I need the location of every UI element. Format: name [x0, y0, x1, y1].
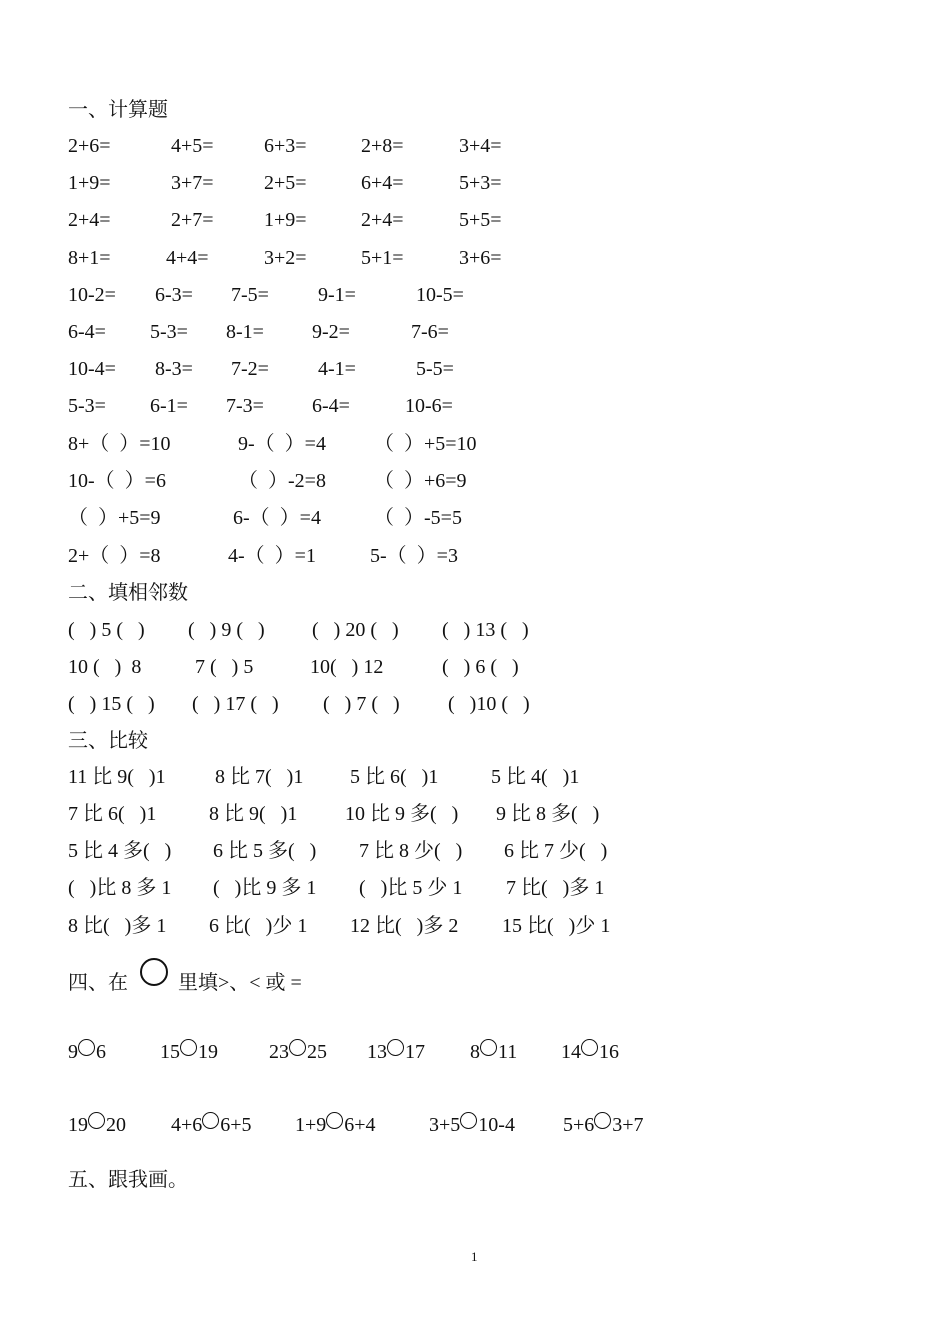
section-heading-3: 三、比较: [68, 730, 148, 752]
circle-icon: [480, 1039, 497, 1056]
compare-problem-item: 11 比 9( )1: [68, 766, 166, 788]
left-operand: 19: [68, 1114, 88, 1136]
right-operand: 11: [498, 1041, 518, 1063]
compare-problem-item: 8 比 7( )1: [215, 766, 304, 788]
calc-problem-item: 5-3=: [150, 321, 188, 343]
calc-problem-item: 10-2=: [68, 284, 116, 306]
calc-problem-item: 7-5=: [231, 284, 269, 306]
adjacent-problem-row: [0, 689, 950, 719]
compare-problem-item: 8 比 9( )1: [209, 803, 298, 825]
calc-problem-item: 4+4=: [166, 247, 209, 269]
calc-problem-item: 2+8=: [361, 135, 404, 157]
adjacent-problem-item: ( ) 15 ( ): [68, 693, 155, 715]
right-operand: 19: [198, 1041, 218, 1063]
calc-problem-row: [0, 280, 950, 310]
circle-icon: [202, 1112, 219, 1129]
right-operand: 6: [96, 1041, 106, 1063]
left-operand: 4+6: [171, 1114, 203, 1136]
section-heading-4-prefix: 四、在: [68, 972, 128, 994]
compare-problem-item: ( )比 9 多 1: [213, 877, 317, 899]
circle-icon: [387, 1039, 404, 1056]
calc-problem-item: 6+3=: [264, 135, 307, 157]
calc-problem-item: 7-2=: [231, 358, 269, 380]
compare-problem-item: 12 比( )多 2: [350, 915, 459, 937]
calc-problem-item: 6-（ ）=4: [233, 507, 321, 529]
compare-circle-blank[interactable]: [594, 1111, 612, 1131]
calc-problem-row: [0, 243, 950, 273]
left-operand: 14: [561, 1041, 581, 1063]
page-number: 1: [471, 1249, 478, 1264]
right-operand: 10-4: [478, 1114, 515, 1136]
circle-compare-item: [269, 1037, 327, 1067]
calc-problem-item: 5-（ ）=3: [370, 545, 458, 567]
circle-compare-item: [429, 1110, 515, 1140]
compare-problem-row: [0, 911, 950, 941]
circle-compare-item: [367, 1037, 425, 1067]
adjacent-problem-item: ( )10 ( ): [448, 693, 530, 715]
circle-icon: [140, 958, 168, 986]
right-operand: 6+5: [220, 1114, 252, 1136]
compare-problem-item: 8 比( )多 1: [68, 915, 167, 937]
adjacent-problem-row: [0, 652, 950, 682]
circle-compare-item: [160, 1037, 218, 1067]
calc-problem-item: 6-4=: [68, 321, 106, 343]
compare-circle-blank[interactable]: [88, 1111, 106, 1131]
compare-problem-row: [0, 799, 950, 829]
left-operand: 13: [367, 1041, 387, 1063]
calc-problem-item: 3+7=: [171, 172, 214, 194]
right-operand: 20: [106, 1114, 126, 1136]
calc-problem-item: 10-（ ）=6: [68, 470, 166, 492]
compare-circle-blank[interactable]: [289, 1038, 307, 1058]
adjacent-problem-row: [0, 615, 950, 645]
compare-problem-item: 6 比( )少 1: [209, 915, 308, 937]
calc-problem-item: 8+1=: [68, 247, 111, 269]
calc-problem-row: [0, 503, 950, 533]
right-operand: 25: [307, 1041, 327, 1063]
right-operand: 16: [599, 1041, 619, 1063]
compare-problem-item: 5 比 4 多( ): [68, 840, 172, 862]
calc-problem-item: 8-1=: [226, 321, 264, 343]
circle-compare-item: [295, 1110, 376, 1140]
circle-compare-item: [561, 1037, 619, 1067]
calc-problem-item: 3+6=: [459, 247, 502, 269]
adjacent-problem-item: 10 ( ) 8: [68, 656, 142, 678]
calc-problem-item: 7-6=: [411, 321, 449, 343]
left-operand: 8: [470, 1041, 480, 1063]
compare-problem-item: ( )比 8 多 1: [68, 877, 172, 899]
compare-problem-item: 6 比 7 少( ): [504, 840, 608, 862]
calc-problem-item: 3+2=: [264, 247, 307, 269]
left-operand: 23: [269, 1041, 289, 1063]
calc-problem-item: （ ）-2=8: [238, 470, 326, 492]
calc-problem-item: 6-3=: [155, 284, 193, 306]
calc-problem-item: 5+5=: [459, 209, 502, 231]
compare-problem-row: [0, 762, 950, 792]
adjacent-problem-item: ( ) 5 ( ): [68, 619, 145, 641]
adjacent-problem-item: ( ) 6 ( ): [442, 656, 519, 678]
calc-problem-item: 8-3=: [155, 358, 193, 380]
circle-icon: [326, 1112, 343, 1129]
calc-problem-item: 6-1=: [150, 395, 188, 417]
circle-icon: [289, 1039, 306, 1056]
compare-problem-item: ( )比 5 少 1: [359, 877, 463, 899]
calc-problem-item: 4+5=: [171, 135, 214, 157]
compare-problem-item: 7 比 6( )1: [68, 803, 157, 825]
left-operand: 5+6: [563, 1114, 595, 1136]
calc-problem-row: [0, 466, 950, 496]
calc-problem-item: 10-4=: [68, 358, 116, 380]
calc-problem-row: [0, 317, 950, 347]
calc-problem-item: 4-（ ）=1: [228, 545, 316, 567]
calc-problem-row: [0, 131, 950, 161]
calc-problem-item: 9-2=: [312, 321, 350, 343]
calc-problem-item: 5-5=: [416, 358, 454, 380]
calc-problem-item: 2+4=: [361, 209, 404, 231]
calc-problem-row: [0, 541, 950, 571]
adjacent-problem-item: ( ) 7 ( ): [323, 693, 400, 715]
calc-problem-item: 10-5=: [416, 284, 464, 306]
circle-icon: [88, 1112, 105, 1129]
calc-problem-item: 2+（ ）=8: [68, 545, 161, 567]
circle-icon: [581, 1039, 598, 1056]
circle-icon: [78, 1039, 95, 1056]
circle-icon: [460, 1112, 477, 1129]
compare-problem-item: 10 比 9 多( ): [345, 803, 459, 825]
compare-problem-item: 9 比 8 多( ): [496, 803, 600, 825]
calc-problem-row: [0, 429, 950, 459]
calc-problem-item: 3+4=: [459, 135, 502, 157]
compare-problem-item: 15 比( )少 1: [502, 915, 611, 937]
left-operand: 1+9: [295, 1114, 327, 1136]
compare-circle-blank[interactable]: [581, 1038, 599, 1058]
calc-problem-item: 9-1=: [318, 284, 356, 306]
calc-problem-row: [0, 205, 950, 235]
calc-problem-item: 2+4=: [68, 209, 111, 231]
right-operand: 3+7: [612, 1114, 644, 1136]
calc-problem-item: 6+4=: [361, 172, 404, 194]
calc-problem-item: 5+3=: [459, 172, 502, 194]
compare-problem-item: 7 比( )多 1: [506, 877, 605, 899]
calc-problem-item: 4-1=: [318, 358, 356, 380]
calc-problem-item: 6-4=: [312, 395, 350, 417]
compare-problem-item: 5 比 4( )1: [491, 766, 580, 788]
compare-circle-blank[interactable]: [460, 1111, 478, 1131]
compare-circle-blank[interactable]: [180, 1038, 198, 1058]
calc-problem-item: （ ）+5=9: [68, 507, 161, 529]
section-heading-2: 二、填相邻数: [68, 582, 188, 604]
circle-compare-item: [68, 1110, 126, 1140]
calc-problem-item: 8+（ ）=10: [68, 433, 171, 455]
calc-problem-item: （ ）+5=10: [374, 433, 477, 455]
calc-problem-item: 2+5=: [264, 172, 307, 194]
circle-compare-item: [563, 1110, 644, 1140]
section-heading-4-suffix: 里填>、< 或 =: [178, 972, 302, 994]
circle-compare-item: [68, 1037, 106, 1067]
calc-problem-item: 10-6=: [405, 395, 453, 417]
circle-compare-item: [171, 1110, 252, 1140]
compare-problem-item: 5 比 6( )1: [350, 766, 439, 788]
calc-problem-item: 1+9=: [68, 172, 111, 194]
adjacent-problem-item: ( ) 13 ( ): [442, 619, 529, 641]
calc-problem-item: （ ）+6=9: [374, 470, 467, 492]
calc-problem-item: （ ）-5=5: [374, 507, 462, 529]
compare-problem-item: 6 比 5 多( ): [213, 840, 317, 862]
circle-icon: [594, 1112, 611, 1129]
compare-circle-blank[interactable]: [480, 1038, 498, 1058]
calc-problem-item: 5-3=: [68, 395, 106, 417]
calc-problem-item: 2+7=: [171, 209, 214, 231]
adjacent-problem-item: ( ) 9 ( ): [188, 619, 265, 641]
compare-circle-blank[interactable]: [78, 1038, 96, 1058]
adjacent-problem-item: ( ) 20 ( ): [312, 619, 399, 641]
compare-problem-item: 7 比 8 少( ): [359, 840, 463, 862]
adjacent-problem-item: ( ) 17 ( ): [192, 693, 279, 715]
calc-problem-item: 1+9=: [264, 209, 307, 231]
left-operand: 15: [160, 1041, 180, 1063]
calc-problem-row: [0, 168, 950, 198]
left-operand: 3+5: [429, 1114, 461, 1136]
compare-circle-blank[interactable]: [326, 1111, 344, 1131]
left-operand: 9: [68, 1041, 78, 1063]
compare-problem-row: [0, 873, 950, 903]
compare-circle-blank[interactable]: [202, 1111, 220, 1131]
calc-problem-row: [0, 391, 950, 421]
compare-circle-blank[interactable]: [387, 1038, 405, 1058]
calc-problem-item: 7-3=: [226, 395, 264, 417]
right-operand: 17: [405, 1041, 425, 1063]
circle-icon: [180, 1039, 197, 1056]
circle-compare-item: [470, 1037, 517, 1067]
calc-problem-item: 9-（ ）=4: [238, 433, 326, 455]
calc-problem-item: 2+6=: [68, 135, 111, 157]
section-heading-1: 一、计算题: [68, 99, 168, 121]
section-heading-5: 五、跟我画。: [68, 1169, 188, 1191]
right-operand: 6+4: [344, 1114, 376, 1136]
compare-problem-row: [0, 836, 950, 866]
calc-problem-item: 5+1=: [361, 247, 404, 269]
adjacent-problem-item: 10( ) 12: [310, 656, 384, 678]
calc-problem-row: [0, 354, 950, 384]
adjacent-problem-item: 7 ( ) 5: [195, 656, 254, 678]
